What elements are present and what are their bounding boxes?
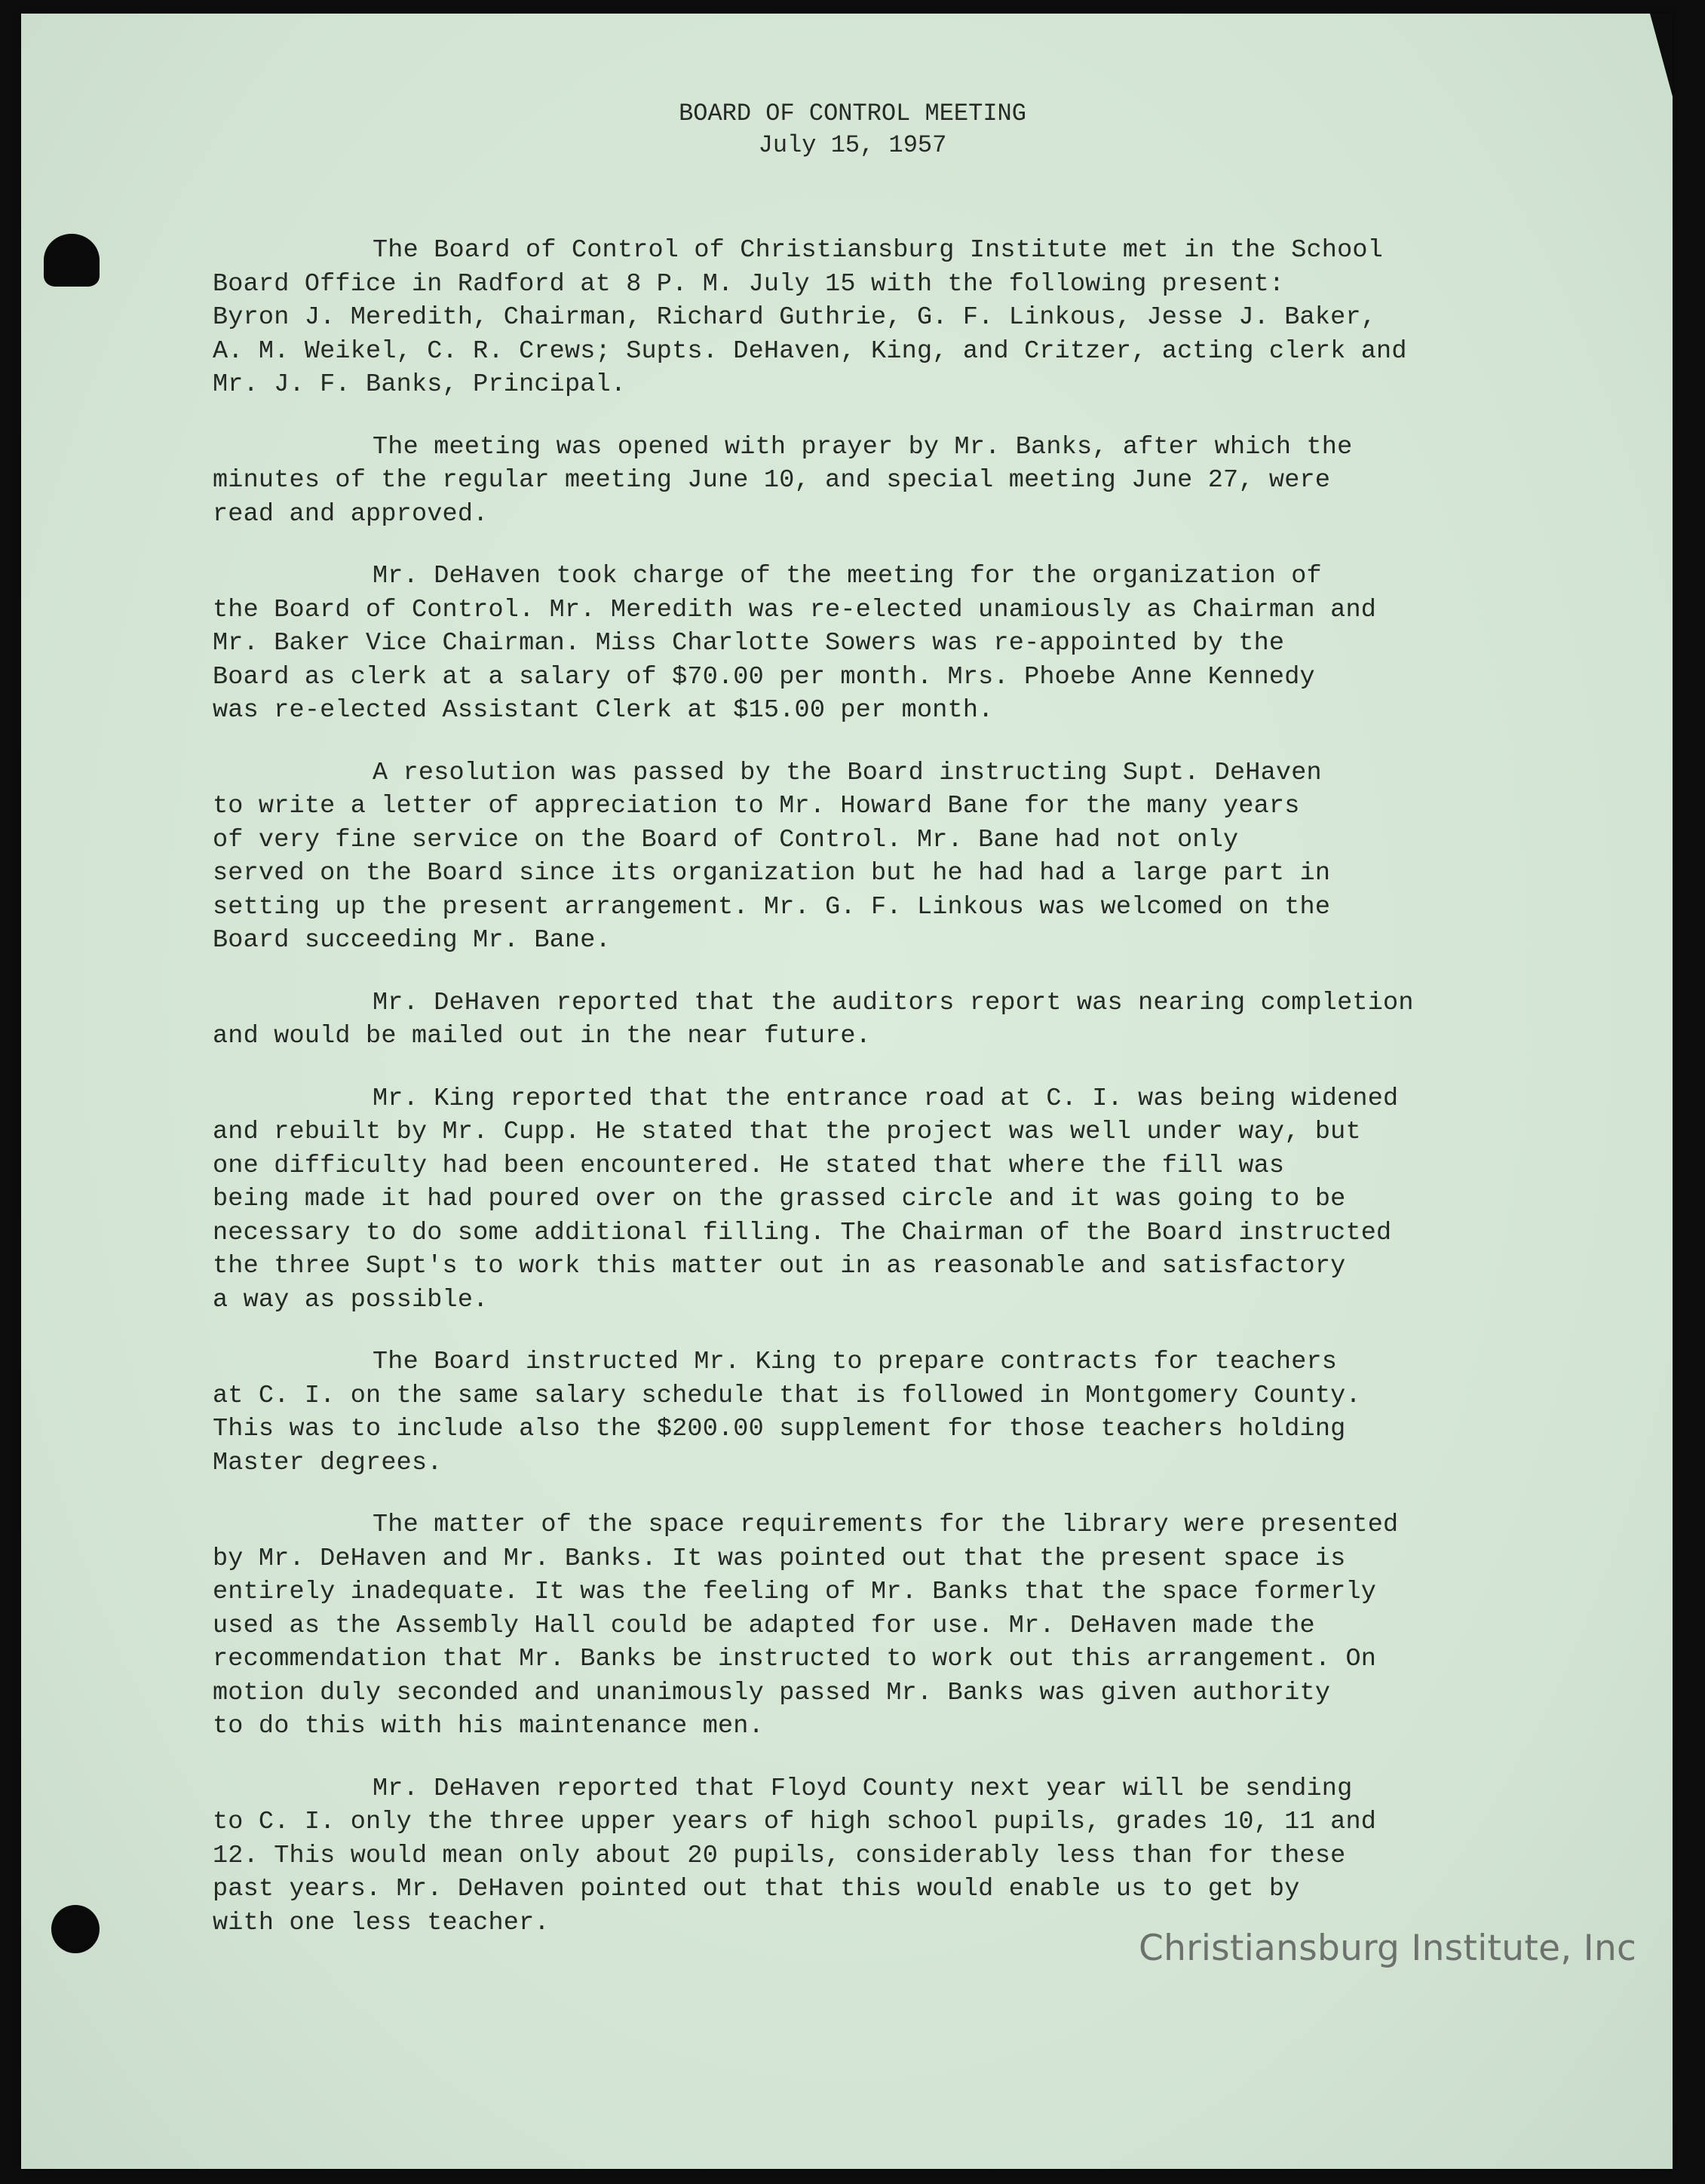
text-line: The Board instructed Mr. King to prepare contracts for teachers <box>373 1348 1338 1376</box>
text-line: The matter of the space requirements for the library were presented <box>373 1511 1399 1539</box>
document-body <box>213 234 1495 1968</box>
text-line: read and approved. <box>213 499 489 529</box>
text-line: to C. I. only the three upper years of high school pupils, grades 10, 11 and <box>213 1808 1377 1836</box>
text-line: of very fine service on the Board of Control. Mr. Bane had not only <box>213 825 1239 854</box>
text-line: Mr. King reported that the entrance road at C. I. was being widened <box>373 1084 1399 1113</box>
punch-hole-bottom <box>51 1905 100 1953</box>
text-line: to do this with his maintenance men. <box>213 1712 764 1741</box>
text-line: necessary to do some additional filling. The Chairman of the Board instructed <box>213 1218 1392 1247</box>
paragraph <box>213 1345 1495 1480</box>
text-line: to write a letter of appreciation to Mr. Howard Bane for the many years <box>213 792 1300 821</box>
text-line: Mr. DeHaven took charge of the meeting for the organization of <box>373 562 1322 590</box>
paper-corner <box>1650 14 1673 97</box>
text-line: recommendation that Mr. Banks be instructed to work out this arrangement. On <box>213 1645 1377 1673</box>
text-line: was re-elected Assistant Clerk at $15.00 per month. <box>213 696 994 725</box>
text-line: Mr. Baker Vice Chairman. Miss Charlotte Sowers was re-appointed by the <box>213 629 1285 658</box>
watermark: Christiansburg Institute, Inc <box>1139 1928 1637 1969</box>
text-line: The Board of Control of Christiansburg Institute met in the School <box>373 236 1384 265</box>
text-line: one difficulty had been encountered. He stated that where the fill was <box>213 1151 1285 1180</box>
document-date: July 15, 1957 <box>758 131 947 159</box>
text-line: by Mr. DeHaven and Mr. Banks. It was pointed out that the present space is <box>213 1544 1346 1573</box>
text-line: The meeting was opened with prayer by Mr. Banks, after which the <box>373 432 1353 462</box>
document-heading <box>0 98 1705 161</box>
document-title: BOARD OF CONTROL MEETING <box>679 100 1026 127</box>
text-line: and rebuilt by Mr. Cupp. He stated that the project was well under way, but <box>213 1118 1361 1146</box>
text-line: This was to include also the $200.00 supplement for those teachers holding <box>213 1415 1346 1443</box>
text-line: at C. I. on the same salary schedule that is followed in Montgomery County. <box>213 1381 1361 1410</box>
text-line: Board as clerk at a salary of $70.00 per month. Mrs. Phoebe Anne Kennedy <box>213 662 1315 692</box>
paragraph <box>213 234 1495 402</box>
text-line: A. M. Weikel, C. R. Crews; Supts. DeHaven, King, and Critzer, acting clerk and <box>213 336 1407 366</box>
text-line: the Board of Control. Mr. Meredith was re-elected unamiously as Chairman and <box>213 595 1377 624</box>
text-line: used as the Assembly Hall could be adapted for use. Mr. DeHaven made the <box>213 1611 1315 1640</box>
text-line: motion duly seconded and unanimously passed Mr. Banks was given authority <box>213 1678 1331 1707</box>
text-line: with one less teacher. <box>213 1908 550 1937</box>
text-line: past years. Mr. DeHaven pointed out that this would enable us to get by <box>213 1875 1300 1903</box>
text-line: Mr. DeHaven reported that Floyd County next year will be sending <box>373 1774 1353 1803</box>
text-line: entirely inadequate. It was the feeling of Mr. Banks that the space formerly <box>213 1578 1377 1606</box>
text-line: minutes of the regular meeting June 10, and special meeting June 27, were <box>213 466 1331 495</box>
paragraph <box>213 560 1495 728</box>
paragraph <box>213 756 1495 958</box>
text-line: Master degrees. <box>213 1448 443 1477</box>
text-line: a way as possible. <box>213 1285 489 1314</box>
paragraph <box>213 431 1495 532</box>
text-line: Mr. J. F. Banks, Principal. <box>213 370 627 399</box>
text-line: Board succeeding Mr. Bane. <box>213 926 611 955</box>
text-line: A resolution was passed by the Board instructing Supt. DeHaven <box>373 758 1322 787</box>
paragraph <box>213 1508 1495 1744</box>
paragraph <box>213 1082 1495 1317</box>
paragraph <box>213 986 1495 1054</box>
text-line: Mr. DeHaven reported that the auditors report was nearing completion <box>373 988 1414 1017</box>
punch-hole-top <box>44 234 100 287</box>
text-line: and would be mailed out in the near future. <box>213 1022 872 1051</box>
paragraph <box>213 1772 1495 1940</box>
text-line: being made it had poured over on the grassed circle and it was going to be <box>213 1185 1346 1213</box>
text-line: Board Office in Radford at 8 P. M. July 15 with the following present: <box>213 269 1285 299</box>
text-line: 12. This would mean only about 20 pupils, considerably less than for these <box>213 1841 1346 1870</box>
text-line: the three Supt's to work this matter out in as reasonable and satisfactory <box>213 1252 1346 1281</box>
text-line: Byron J. Meredith, Chairman, Richard Guthrie, G. F. Linkous, Jesse J. Baker, <box>213 303 1377 332</box>
text-line: setting up the present arrangement. Mr. G. F. Linkous was welcomed on the <box>213 892 1331 922</box>
text-line: served on the Board since its organization but he had had a large part in <box>213 859 1331 888</box>
